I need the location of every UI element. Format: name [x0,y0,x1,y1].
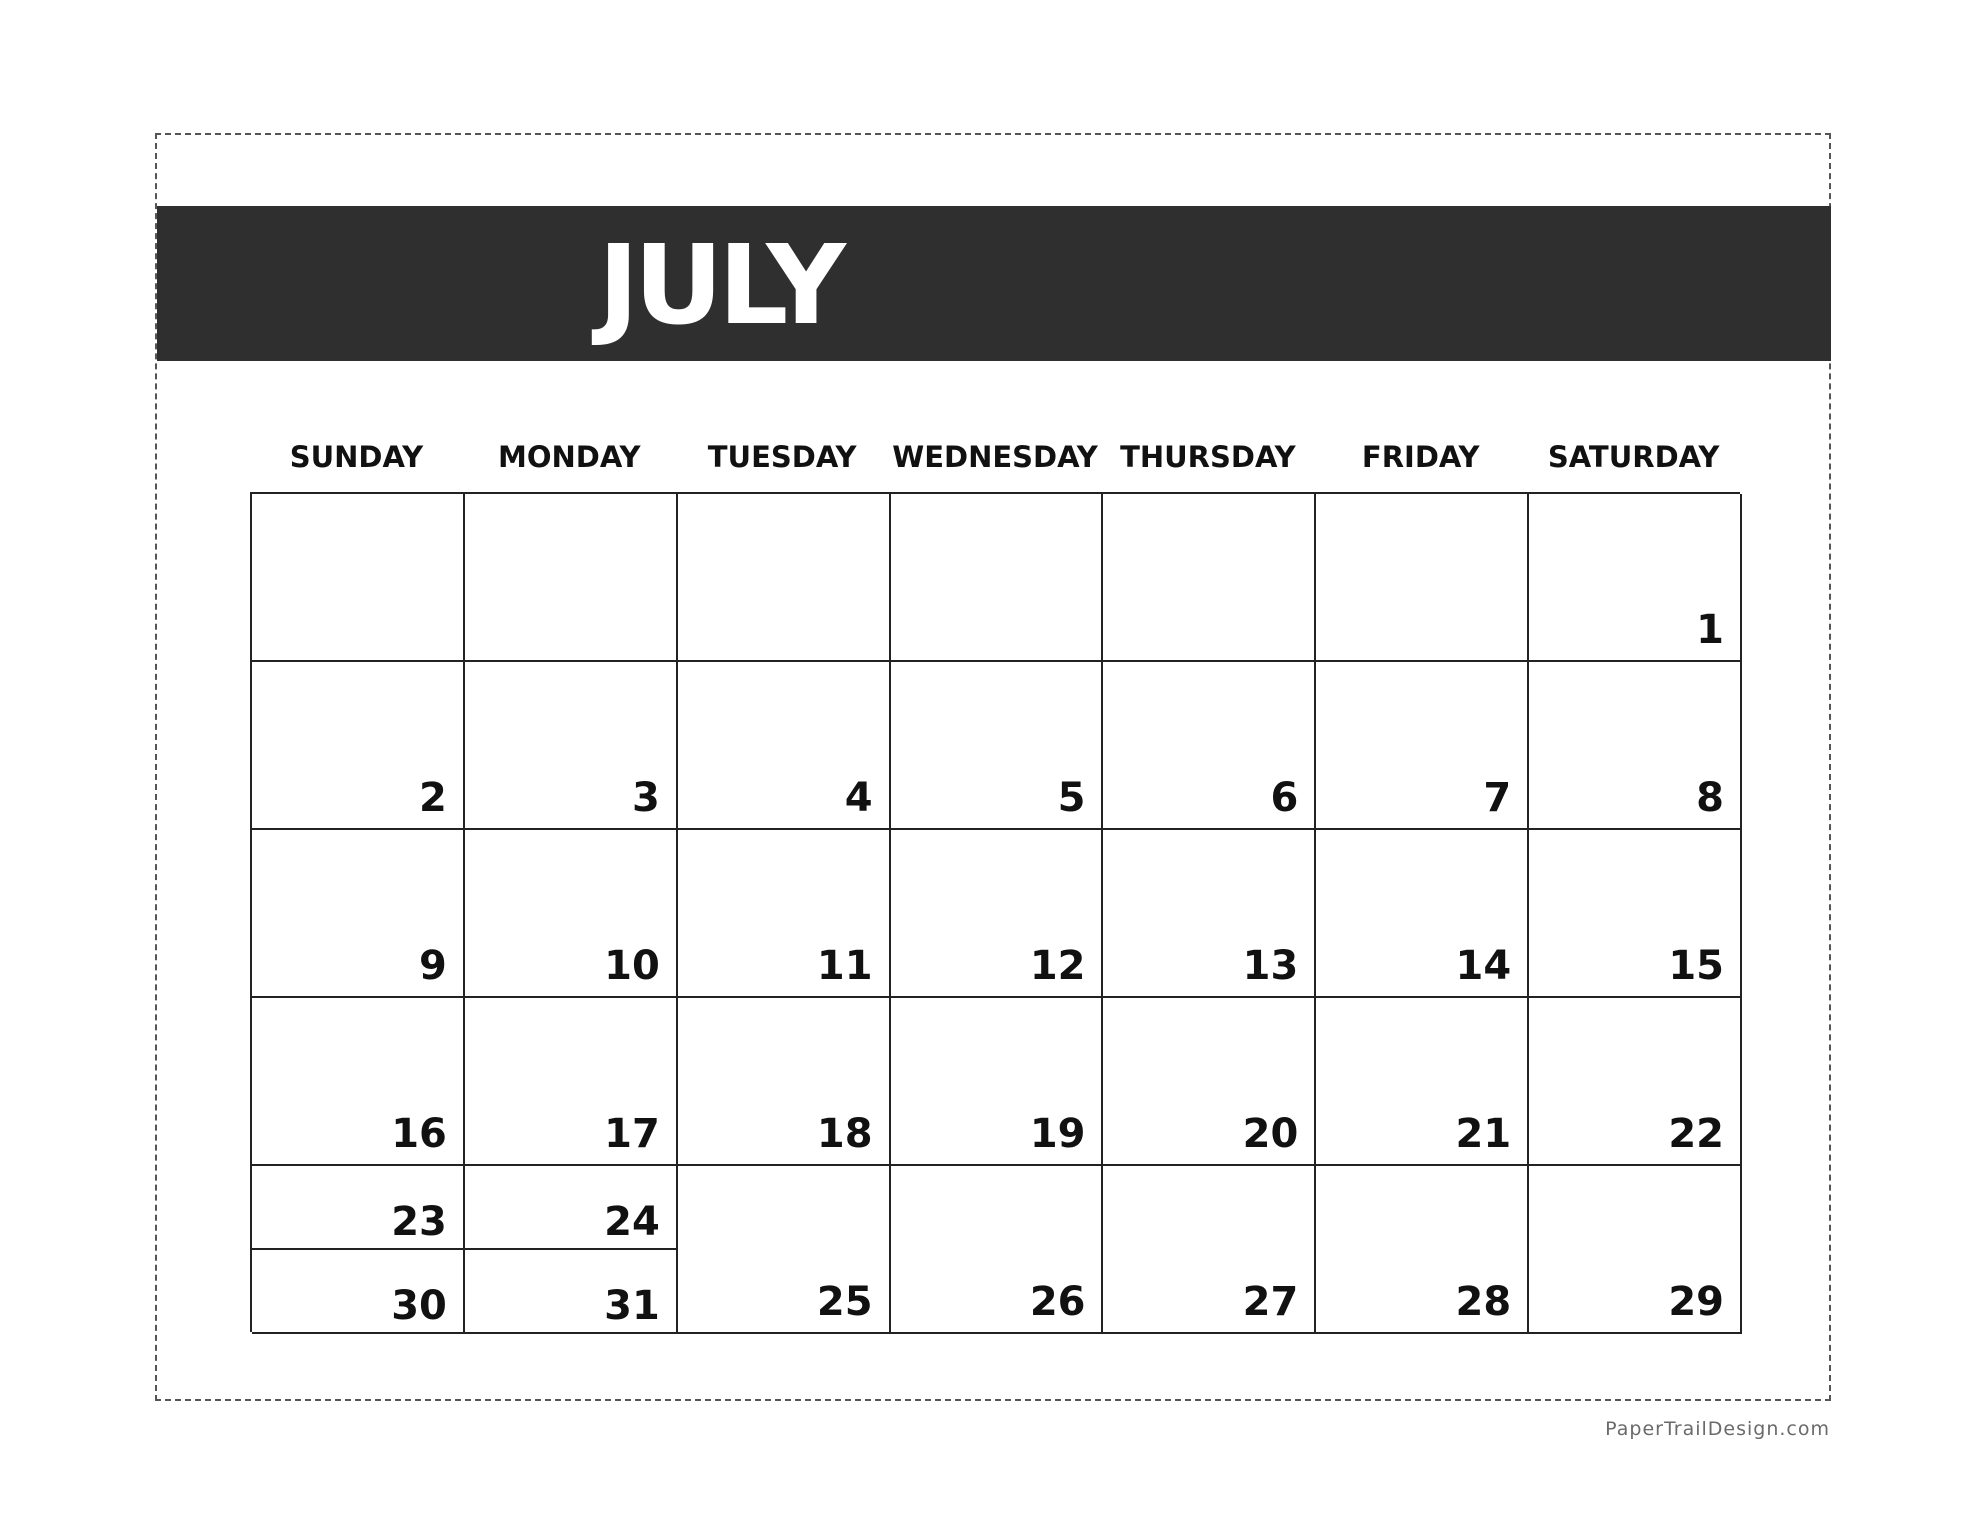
day-number: 23 [391,1199,447,1245]
day-number: 19 [1029,1111,1086,1157]
weekday-sunday: SUNDAY [289,440,424,474]
day-cell-8[interactable] [1529,662,1742,830]
day-number: 22 [1668,1111,1724,1157]
day-number: 30 [391,1283,447,1329]
day-cell-13[interactable] [1103,830,1316,998]
day-cell-5[interactable] [891,662,1104,830]
empty-day-cell [252,494,465,662]
weekday-saturday: SATURDAY [1547,440,1720,474]
day-number: 21 [1455,1111,1512,1157]
calendar-grid [250,492,1740,1332]
day-cell-4[interactable] [678,662,891,830]
day-number: 14 [1455,943,1512,989]
month-title: JULY [598,221,841,349]
day-cell-25[interactable] [678,1166,891,1334]
day-number: 1 [1696,607,1724,653]
day-cell-28[interactable] [1316,1166,1529,1334]
day-number: 4 [844,775,873,821]
day-cell-21[interactable] [1316,998,1529,1166]
day-number: 6 [1270,775,1299,821]
day-number: 16 [391,1111,447,1157]
day-cell-2[interactable] [252,662,465,830]
day-cell-9[interactable] [252,830,465,998]
day-number: 17 [604,1111,660,1157]
day-number: 26 [1029,1279,1086,1325]
day-cell-1[interactable] [1529,494,1742,662]
day-cell-24[interactable] [465,1166,678,1250]
empty-day-cell [1103,494,1316,662]
day-cell-29[interactable] [1529,1166,1742,1334]
day-cell-17[interactable] [465,998,678,1166]
day-cell-14[interactable] [1316,830,1529,998]
day-cell-10[interactable] [465,830,678,998]
day-cell-7[interactable] [1316,662,1529,830]
day-cell-6[interactable] [1103,662,1316,830]
weekday-tuesday: TUESDAY [707,440,857,474]
day-number: 20 [1242,1111,1299,1157]
day-number: 11 [816,943,873,989]
day-number: 10 [604,943,660,989]
day-cell-11[interactable] [678,830,891,998]
day-cell-16[interactable] [252,998,465,1166]
day-cell-18[interactable] [678,998,891,1166]
day-number: 8 [1696,775,1724,821]
day-number: 27 [1242,1279,1299,1325]
day-number: 12 [1029,943,1086,989]
day-cell-23[interactable] [252,1166,465,1250]
weekday-monday: MONDAY [498,440,641,474]
empty-day-cell [465,494,678,662]
day-number: 15 [1668,943,1724,989]
day-number: 3 [631,775,660,821]
site-credit: PaperTrailDesign.com [1605,1418,1830,1440]
day-cell-15[interactable] [1529,830,1742,998]
day-cell-26[interactable] [891,1166,1104,1334]
day-number: 2 [419,775,447,821]
day-number: 31 [604,1283,660,1329]
day-number: 7 [1483,775,1512,821]
weekday-header-row [250,432,1740,482]
empty-day-cell [1316,494,1529,662]
month-banner [157,206,1831,361]
weekday-friday: FRIDAY [1361,440,1480,474]
day-number: 9 [419,943,447,989]
day-number: 18 [816,1111,873,1157]
day-number: 13 [1242,943,1299,989]
empty-day-cell [891,494,1104,662]
day-cell-20[interactable] [1103,998,1316,1166]
day-cell-22[interactable] [1529,998,1742,1166]
day-cell-27[interactable] [1103,1166,1316,1334]
day-cell-30[interactable] [252,1250,465,1334]
weekday-wednesday: WEDNESDAY [892,440,1098,474]
day-cell-12[interactable] [891,830,1104,998]
day-cell-3[interactable] [465,662,678,830]
day-cell-31[interactable] [465,1250,678,1334]
day-cell-19[interactable] [891,998,1104,1166]
day-number: 24 [604,1199,660,1245]
day-number: 29 [1668,1279,1724,1325]
weekday-thursday: THURSDAY [1120,440,1296,474]
day-number: 25 [816,1279,873,1325]
empty-day-cell [678,494,891,662]
day-number: 5 [1057,775,1086,821]
day-number: 28 [1455,1279,1512,1325]
